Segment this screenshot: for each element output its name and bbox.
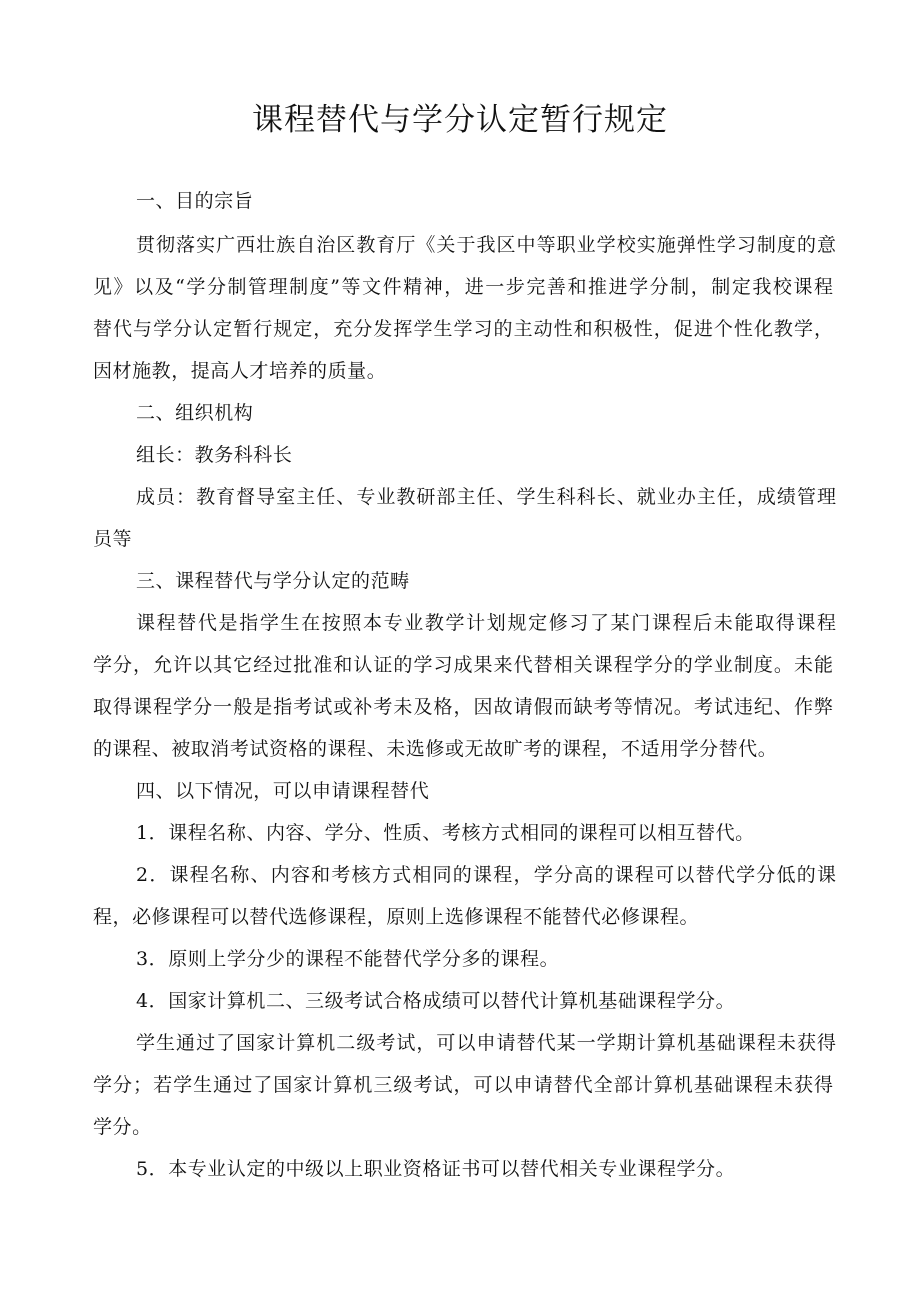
list-item: 3．原则上学分少的课程不能替代学分多的课程。	[136, 948, 560, 970]
document-title: 课程替代与学分认定暂行规定	[252, 102, 668, 138]
paragraph-line: 见》以及“学分制管理制度”等文件精神，进一步完善和推进学分制，制定我校课程	[93, 276, 833, 298]
paragraph-line: 的课程、被取消考试资格的课程、未选修或无故旷考的课程，不适用学分替代。	[93, 738, 778, 760]
list-item-continuation: 程，必修课程可以替代选修课程，原则上选修课程不能替代必修课程。	[93, 906, 700, 928]
members-line: 员等	[93, 528, 133, 550]
paragraph-line: 取得课程学分一般是指考试或补考未及格，因故请假而缺考等情况。考试违纪、作弊	[93, 696, 833, 718]
section-heading-conditions: 四、以下情况，可以申请课程替代	[136, 780, 430, 802]
paragraph-line: 学分，允许以其它经过批准和认证的学习成果来代替相关课程学分的学业制度。未能	[93, 654, 833, 676]
leader-line: 组长：教务科科长	[136, 444, 293, 466]
paragraph-line: 因材施教，提高人才培养的质量。	[93, 360, 387, 382]
list-item: 5．本专业认定的中级以上职业资格证书可以替代相关专业课程学分。	[136, 1158, 736, 1180]
section-heading-organization: 二、组织机构	[136, 402, 254, 424]
list-item: 1．课程名称、内容、学分、性质、考核方式相同的课程可以相互替代。	[136, 822, 755, 844]
paragraph-line: 学分；若学生通过了国家计算机三级考试，可以申请替代全部计算机基础课程未获得	[93, 1074, 833, 1096]
list-item: 2．课程名称、内容和考核方式相同的课程，学分高的课程可以替代学分低的课	[136, 864, 836, 886]
members-line: 成员：教育督导室主任、专业教研部主任、学生科科长、就业办主任，成绩管理	[136, 486, 836, 508]
paragraph-line: 替代与学分认定暂行规定，充分发挥学生学习的主动性和积极性，促进个性化教学，	[93, 318, 833, 340]
paragraph-line: 学生通过了国家计算机二级考试，可以申请替代某一学期计算机基础课程未获得	[136, 1032, 836, 1054]
section-heading-purpose: 一、目的宗旨	[136, 190, 254, 212]
list-item: 4．国家计算机二、三级考试合格成绩可以替代计算机基础课程学分。	[136, 990, 736, 1012]
paragraph-line: 课程替代是指学生在按照本专业教学计划规定修习了某门课程后未能取得课程	[136, 612, 836, 634]
section-heading-scope: 三、课程替代与学分认定的范畴	[136, 570, 410, 592]
paragraph-line: 贯彻落实广西壮族自治区教育厅《关于我区中等职业学校实施弹性学习制度的意	[136, 234, 836, 256]
paragraph-line: 学分。	[93, 1116, 152, 1138]
